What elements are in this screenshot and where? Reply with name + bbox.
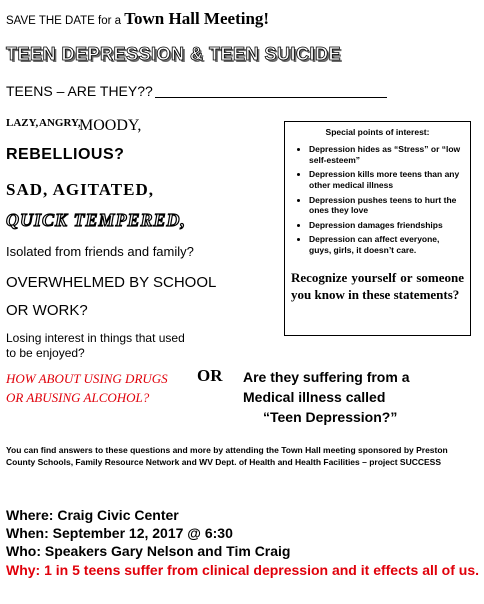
suffering-line1: Are they suffering from a: [243, 369, 410, 385]
or-word: OR: [197, 366, 223, 385]
special-point: • Depression hides as “Stress” or “low self-esteem”: [309, 144, 462, 165]
trait-overwhelmed-line2: OR WORK?: [6, 302, 88, 319]
special-point: • Depression damages friendships: [309, 220, 462, 231]
trait-drugs-line1: HOW ABOUT USING DRUGS: [6, 371, 168, 386]
save-prefix: SAVE THE DATE for a: [6, 15, 122, 27]
trait-overwhelmed-line1: OVERWHELMED BY SCHOOL: [6, 274, 217, 291]
trait-losing-interest-line2: to be enjoyed?: [6, 346, 85, 360]
trait-rebellious: REBELLIOUS?: [6, 146, 125, 163]
special-points-title: Special points of interest:: [325, 127, 430, 137]
special-points-list: [293, 144, 462, 260]
special-point: • Depression pushes teens to hurt the ones they love: [309, 195, 462, 216]
trait-drugs-line2: OR ABUSING ALCOHOL?: [6, 390, 150, 405]
event-name: Town Hall Meeting!: [124, 9, 270, 28]
special-point: • Depression kills more teens than any other medical illness: [309, 169, 462, 190]
who-line: Who: Speakers Gary Nelson and Tim Craig: [6, 543, 291, 559]
save-the-date-line: [6, 9, 269, 29]
special-points-box: [284, 121, 471, 336]
trait-quick-tempered: QUICK TEMPERED,: [6, 210, 187, 230]
trait-lazy: LAZY,: [6, 117, 39, 129]
recognize-question: Recognize yourself or someone you know in these statements?: [291, 270, 464, 302]
fill-in-line: [155, 97, 387, 98]
trait-losing-interest-line1: Losing interest in things that used: [6, 331, 185, 345]
special-point: • Depression can affect everyone, guys, girls, it doesn’t care.: [309, 234, 462, 255]
suffering-line2: Medical illness called: [243, 389, 386, 405]
trait-isolated: Isolated from friends and family?: [6, 244, 194, 259]
trait-moody: MOODY,: [79, 117, 142, 134]
trait-sad-agitated: SAD, AGITATED,: [6, 180, 154, 199]
suffering-line3: “Teen Depression?”: [263, 409, 398, 425]
trait-angry: ANGRY,: [39, 117, 81, 129]
why-line: Why: 1 in 5 teens suffer from clinical depression and it effects all of us.: [6, 562, 479, 578]
headline: TEEN DEPRESSION & TEEN SUICIDE: [6, 44, 342, 64]
where-line: Where: Craig Civic Center: [6, 507, 179, 523]
when-line: When: September 12, 2017 @ 6:30: [6, 525, 233, 541]
teens-question: TEENS – ARE THEY??: [6, 83, 153, 99]
info-paragraph: You can find answers to these questions and more by attending the Town Hall meeting sponsored by Preston County Schools, Family Resource Network and WV Dept. of Health and Health Facilities – project SUCCESS: [6, 445, 448, 468]
teens-question-line: [6, 83, 387, 99]
